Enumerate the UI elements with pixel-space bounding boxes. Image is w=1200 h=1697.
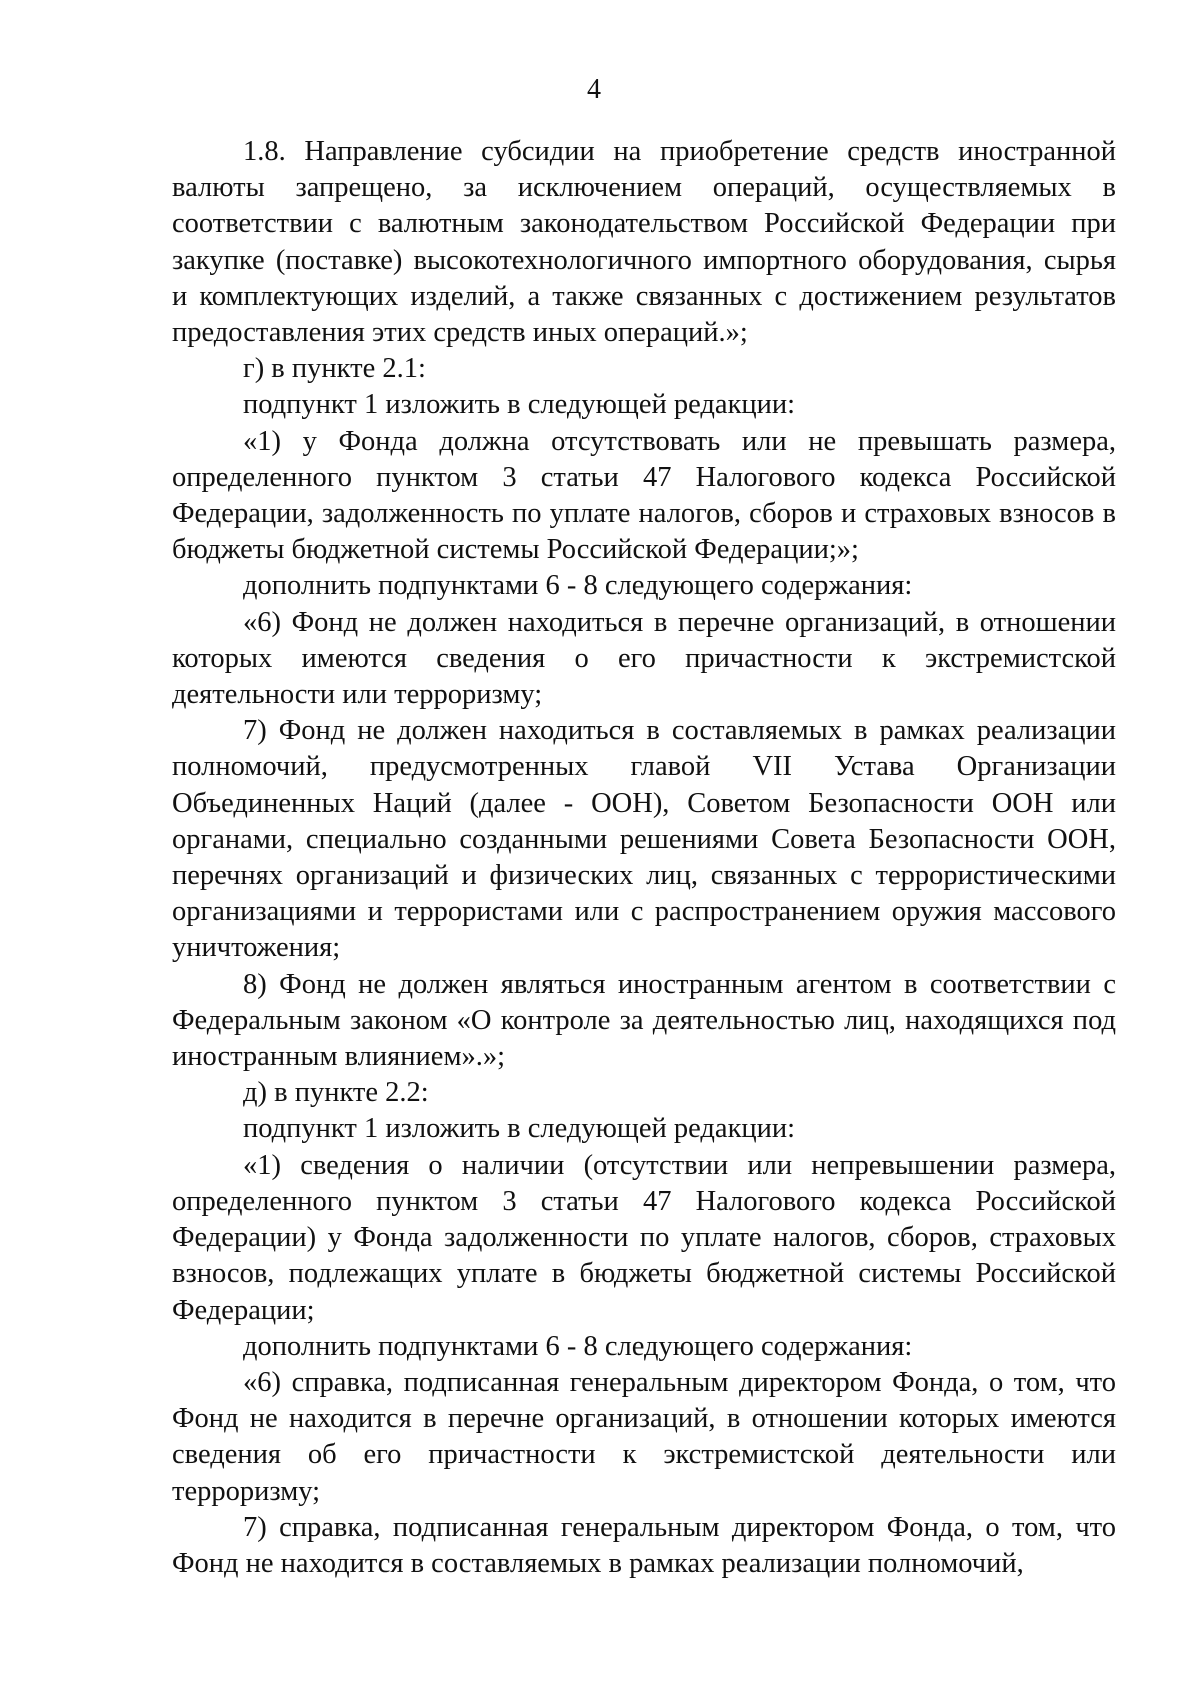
document-body [172, 134, 1116, 1582]
paragraph-g-point-2-1: г) в пункте 2.1: [243, 353, 426, 385]
paragraph-subpoint-7-2: 7) справка, подписанная генеральным директором Фонда, о том, что Фонд не находится в составляемых в рамках реализации полномочий, [172, 1511, 1116, 1579]
paragraph-add-subpoints-6-8-2: дополнить подпунктами 6 - 8 следующего содержания: [243, 1330, 913, 1362]
paragraph-subpoint-1-text: «1) у Фонда должна отсутствовать или не превышать размера, определенного пунктом 3 статьи 47 Налогового кодекса Российской Федерации, задолженность по уплате налогов, сборов и страховых взносов в бюджеты бюджетной системы Российской Федерации;»; [172, 425, 1116, 566]
paragraph-d-point-2-2: д) в пункте 2.2: [243, 1077, 429, 1109]
paragraph-subpoint-1-text-2: «1) сведения о наличии (отсутствии или непревышении размера, определенного пунктом 3 статьи 47 Налогового кодекса Российской Федерации) у Фонда задолженности по уплате налогов, сборов, страховых взносов, подлежащих уплате в бюджеты бюджетной системы Российской Федерации; [172, 1149, 1116, 1326]
paragraph-subpoint-1-edit-2: подпункт 1 изложить в следующей редакции: [243, 1113, 796, 1145]
paragraph-add-subpoints-6-8: дополнить подпунктами 6 - 8 следующего содержания: [243, 570, 913, 602]
paragraph-subpoint-1-edit: подпункт 1 изложить в следующей редакции: [243, 389, 796, 421]
paragraph-subpoint-7: 7) Фонд не должен находиться в составляемых в рамках реализации полномочий, предусмотренных главой VII Устава Организации Объединенных Наций (далее - ООН), Советом Безопасности ООН или органами, специально созданными решениями Совета Безопасности ООН, перечнях организаций и физических лиц, связанных с террористическими организациями и террористами или с распространением оружия массового уничтожения; [172, 715, 1116, 964]
page-number: 4 [587, 74, 601, 105]
paragraph-subpoint-6: «6) Фонд не должен находиться в перечне организаций, в отношении которых имеются сведения о его причастности к экстремистской деятельности или терроризму; [172, 606, 1116, 711]
paragraph-subpoint-8: 8) Фонд не должен являться иностранным агентом в соответствии с Федеральным законом «О контроле за деятельностью лиц, находящихся под иностранным влиянием».»; [172, 968, 1116, 1073]
paragraph-subpoint-6-2: «6) справка, подписанная генеральным директором Фонда, о том, что Фонд не находится в перечне организаций, в отношении которых имеются сведения об его причастности к экстремистской деятельности или терроризму; [172, 1366, 1116, 1507]
paragraph-1-8: 1.8. Направление субсидии на приобретение средств иностранной валюты запрещено, за исключением операций, осуществляемых в соответствии с валютным законодательством Российской Федерации при закупке (поставке) высокотехнологичного импортного оборудования, сырья и комплектующих изделий, а также связанных с достижением результатов предоставления этих средств иных операций.»; [172, 136, 1116, 349]
